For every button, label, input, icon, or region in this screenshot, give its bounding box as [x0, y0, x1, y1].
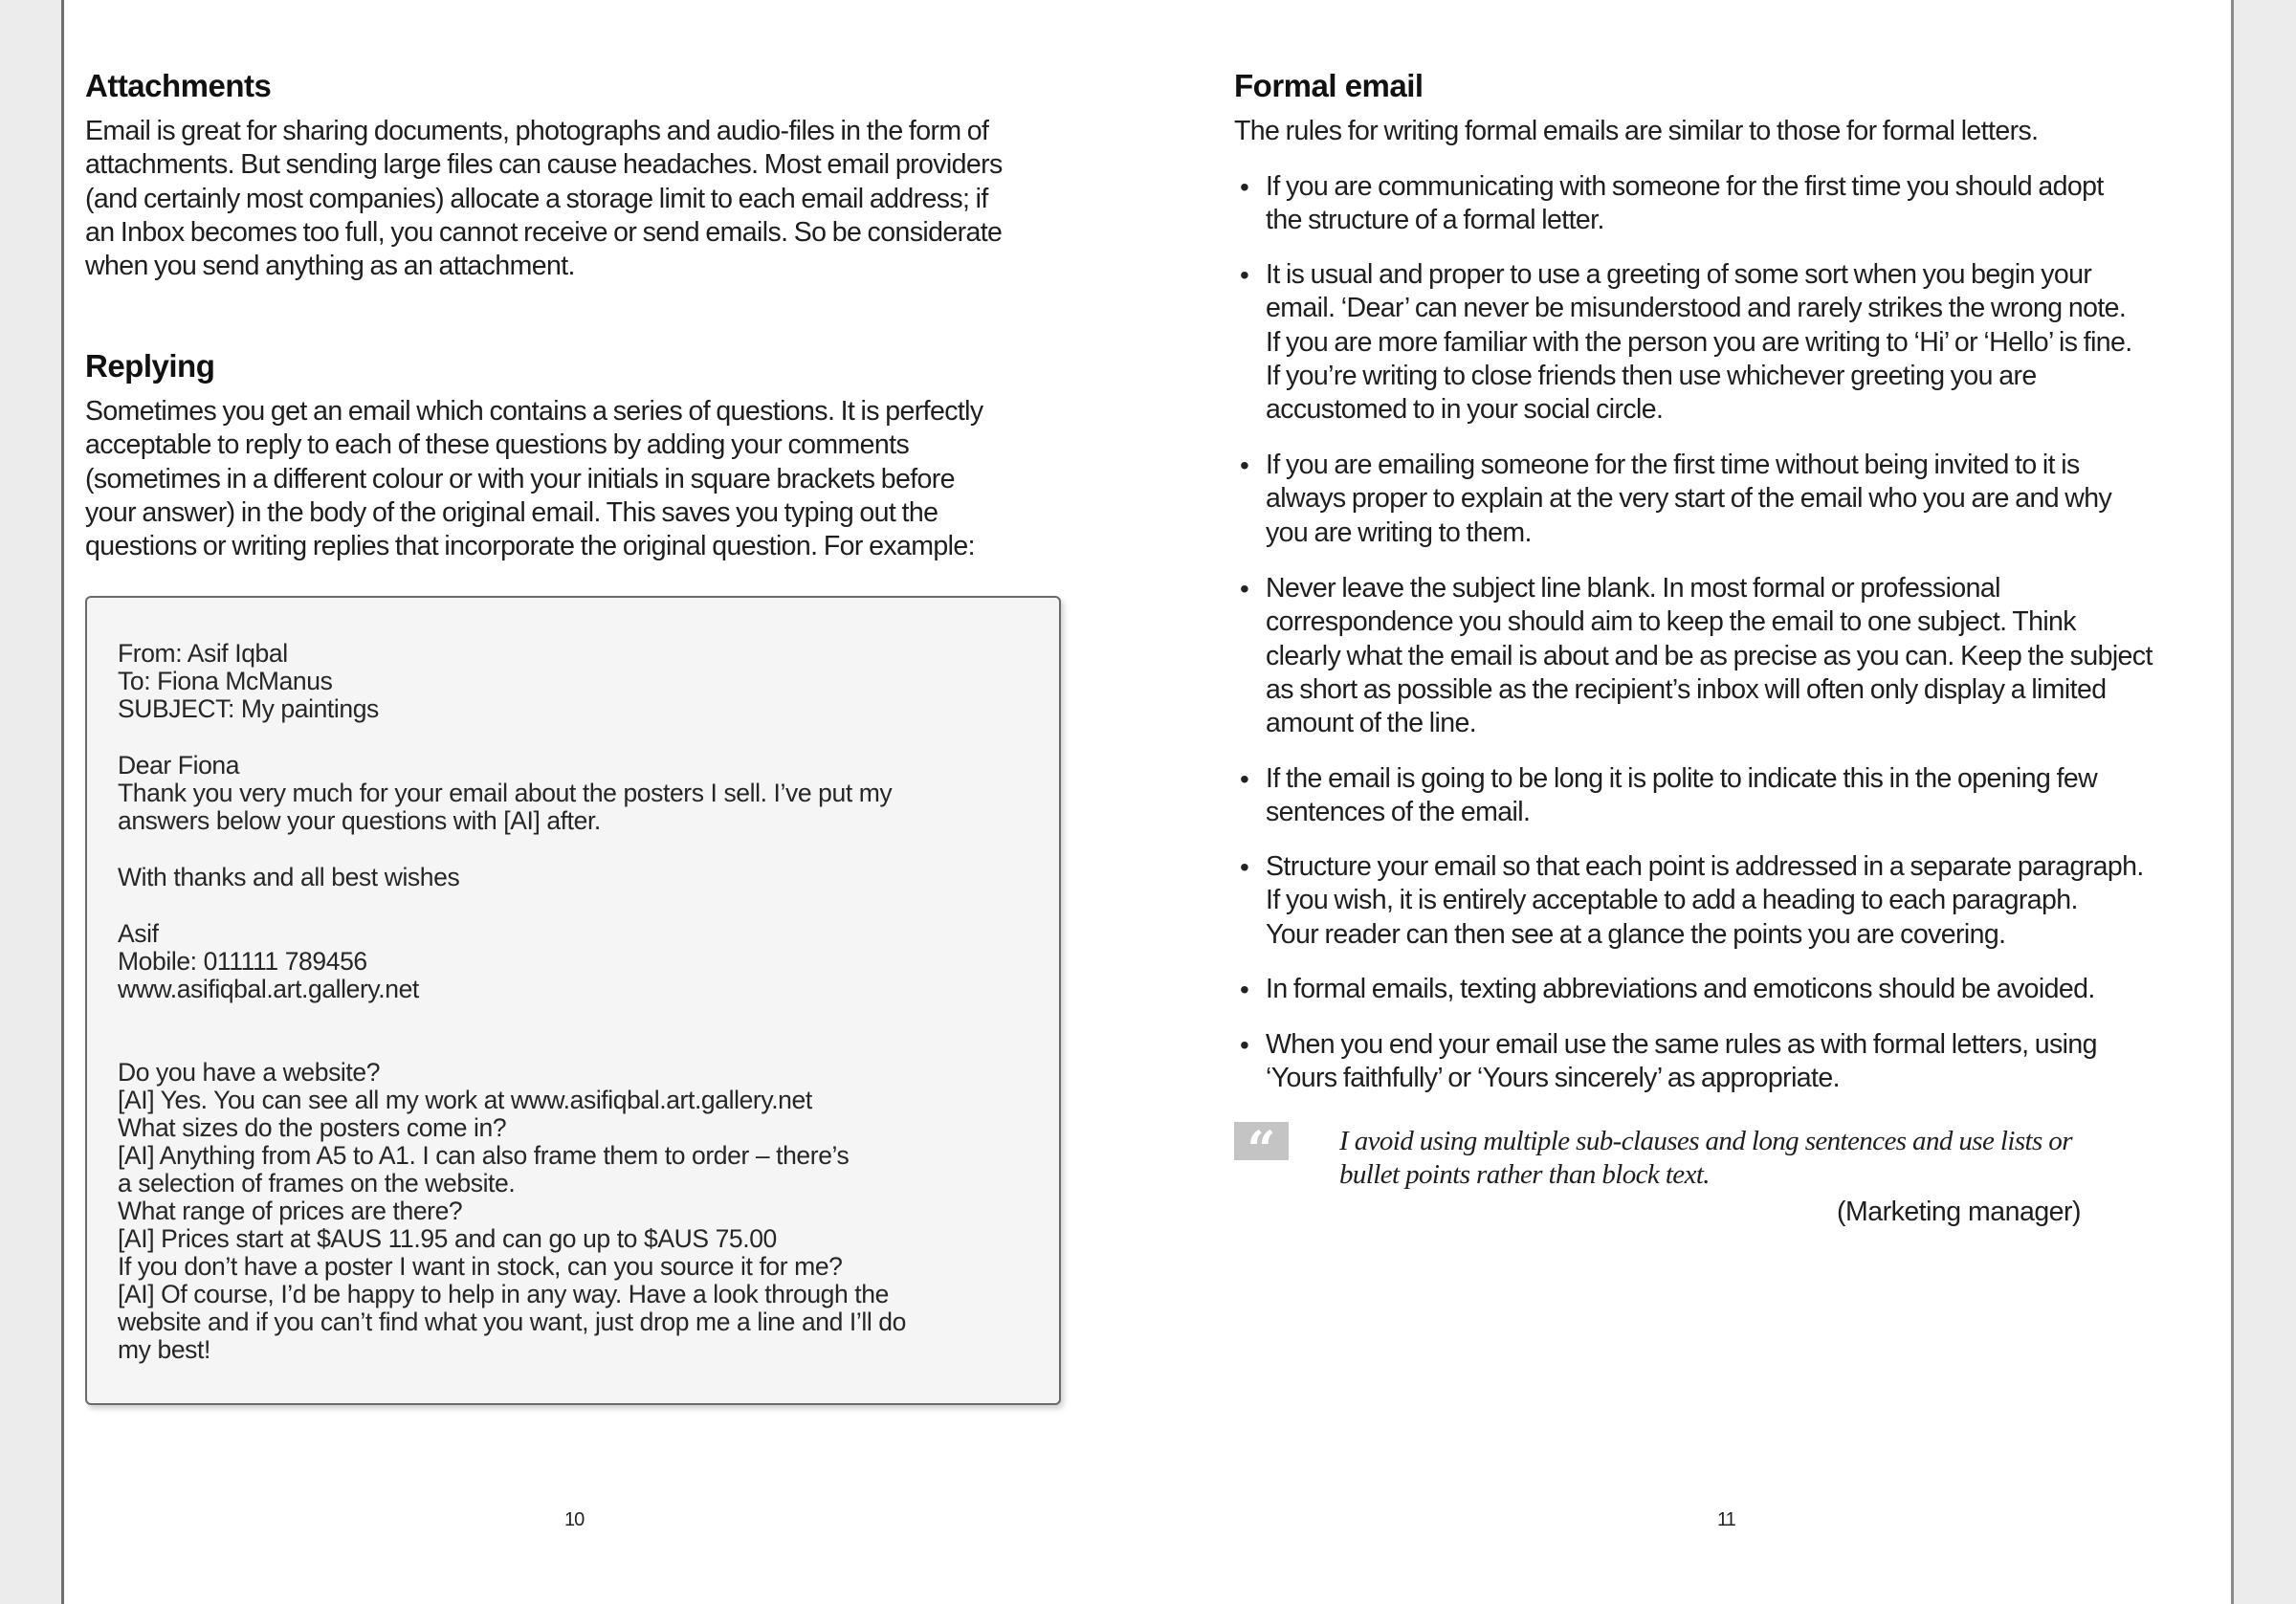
text-line: It is usual and proper to use a greeting of some sort when you begin your — [1266, 259, 2092, 290]
email-qa-line: [AI] Prices start at $AUS 11.95 and can go up to $AUS 75.00 — [118, 1224, 777, 1253]
email-qa-line: [AI] Anything from A5 to A1. I can also frame them to order – there’s — [118, 1141, 850, 1170]
text-line: sentences of the email. — [1266, 797, 1531, 828]
quote-mark-icon: “ — [1234, 1122, 1289, 1160]
email-signature-name: Asif — [118, 919, 159, 948]
formal-email-intro: The rules for writing formal emails are similar to those for formal letters. — [1234, 116, 2039, 146]
bullet-icon: • — [1240, 1030, 1249, 1060]
email-to: To: Fiona McManus — [118, 667, 333, 695]
text-line: the structure of a formal letter. — [1266, 205, 1604, 236]
bullet-icon: • — [1240, 172, 1249, 202]
email-intro-line: answers below your questions with [AI] after. — [118, 806, 601, 835]
text-line: an Inbox becomes too full, you cannot receive or send emails. So be considerate — [85, 216, 1003, 248]
email-qa-line: What range of prices are there? — [118, 1197, 463, 1225]
rule-text — [1266, 449, 2222, 550]
bullet-icon: • — [1240, 975, 1249, 1004]
rule-text — [1266, 170, 2222, 238]
rule-text — [1266, 850, 2222, 952]
attachments-heading: Attachments — [85, 68, 272, 103]
replying-paragraph — [85, 395, 983, 563]
rule-text — [1266, 1028, 2222, 1096]
bullet-icon: • — [1240, 764, 1249, 794]
email-qa-line: website and if you can’t find what you want, just drop me a line and I’ll do — [118, 1307, 906, 1336]
rule-text — [1266, 973, 2222, 1006]
text-line: If you’re writing to close friends then use whichever greeting you are — [1266, 360, 2037, 391]
text-line: When you end your email use the same rules as with formal letters, using — [1266, 1029, 2097, 1060]
email-qa-line: a selection of frames on the website. — [118, 1169, 516, 1198]
bullet-icon: • — [1240, 450, 1249, 480]
quote-line: I avoid using multiple sub-clauses and long sentences and use lists or — [1339, 1126, 2072, 1156]
text-line: If the email is going to be long it is polite to indicate this in the opening few — [1266, 763, 2098, 794]
rule-text — [1266, 762, 2222, 830]
bullet-icon: • — [1240, 852, 1249, 882]
email-signoff: With thanks and all best wishes — [118, 863, 460, 891]
text-line: questions or writing replies that incorporate the original question. For example: — [85, 531, 975, 562]
text-line: acceptable to reply to each of these questions by adding your comments — [85, 429, 910, 461]
text-line: (sometimes in a different colour or with your initials in square brackets before — [85, 463, 955, 494]
attachments-paragraph — [85, 115, 1003, 283]
text-line: amount of the line. — [1266, 708, 1477, 739]
pull-quote — [1339, 1125, 2124, 1193]
text-line: Your reader can then see at a glance the points you are covering. — [1266, 918, 2006, 950]
rule-text — [1266, 572, 2222, 740]
text-line: when you send anything as an attachment. — [85, 251, 575, 282]
page-number-right: 11 — [1717, 1509, 1735, 1530]
quote-attribution: (Marketing manager) — [1837, 1197, 2082, 1227]
email-signature-website: www.asifiqbal.art.gallery.net — [118, 975, 419, 1003]
email-example-box — [85, 596, 1061, 1405]
text-line: your answer) in the body of the original email. This saves you typing out the — [85, 496, 938, 528]
text-line: clearly what the email is about and be as precise as you can. Keep the subject — [1266, 640, 2152, 671]
text-line: always proper to explain at the very start of the email who you are and why — [1266, 483, 2112, 515]
email-subject: SUBJECT: My paintings — [118, 694, 379, 723]
email-qa-line: my best! — [118, 1335, 210, 1364]
text-line: If you are communicating with someone for the first time you should adopt — [1266, 171, 2104, 202]
text-line: attachments. But sending large files can cause headaches. Most email providers — [85, 149, 1003, 181]
text-line: Never leave the subject line blank. In most formal or professional — [1266, 573, 2000, 604]
page-number-left: 10 — [564, 1509, 585, 1530]
rule-text — [1266, 258, 2222, 427]
email-qa-line: What sizes do the posters come in? — [118, 1113, 507, 1142]
text-line: If you are more familiar with the person you are writing to ‘Hi’ or ‘Hello’ is fine. — [1266, 326, 2132, 358]
text-line: If you wish, it is entirely acceptable to add a heading to each paragraph. — [1266, 885, 2078, 916]
text-line: accustomed to in your social circle. — [1266, 394, 1664, 426]
right-margin-strip — [2231, 0, 2296, 1604]
text-line: as short as possible as the recipient’s inbox will often only display a limited — [1266, 673, 2107, 705]
text-line: ‘Yours faithfully’ or ‘Yours sincerely’ as appropriate. — [1266, 1063, 1840, 1094]
email-qa-line: [AI] Of course, I’d be happy to help in any way. Have a look through the — [118, 1280, 889, 1308]
formal-email-heading: Formal email — [1234, 68, 1424, 103]
text-line: Sometimes you get an email which contains a series of questions. It is perfectly — [85, 396, 983, 427]
bullet-icon: • — [1240, 574, 1249, 604]
email-greeting: Dear Fiona — [118, 751, 240, 780]
text-line: Email is great for sharing documents, photographs and audio-files in the form of — [85, 116, 989, 146]
replying-heading: Replying — [85, 348, 215, 384]
email-from: From: Asif Iqbal — [118, 639, 288, 668]
email-signature-mobile: Mobile: 011111 789456 — [118, 947, 367, 976]
left-margin-strip — [0, 0, 64, 1604]
email-qa-line: [AI] Yes. You can see all my work at www.asifiqbal.art.gallery.net — [118, 1086, 812, 1114]
text-line: Structure your email so that each point is addressed in a separate paragraph. — [1266, 851, 2144, 882]
bullet-icon: • — [1240, 260, 1249, 290]
email-qa-line: Do you have a website? — [118, 1058, 381, 1087]
text-line: email. ‘Dear’ can never be misunderstood and rarely strikes the wrong note. — [1266, 293, 2127, 324]
quote-line: bullet points rather than block text. — [1339, 1159, 1710, 1191]
text-line: correspondence you should aim to keep the email to one subject. Think — [1266, 606, 2076, 638]
email-qa-line: If you don’t have a poster I want in stock, can you source it for me? — [118, 1252, 843, 1281]
text-line: you are writing to them. — [1266, 516, 1532, 548]
text-line: If you are emailing someone for the first time without being invited to it is — [1266, 450, 2080, 480]
text-line: In formal emails, texting abbreviations and emoticons should be avoided. — [1266, 974, 2095, 1004]
text-line: (and certainly most companies) allocate a storage limit to each email address; if — [85, 183, 988, 214]
email-intro-line: Thank you very much for your email about the posters I sell. I’ve put my — [118, 779, 893, 807]
